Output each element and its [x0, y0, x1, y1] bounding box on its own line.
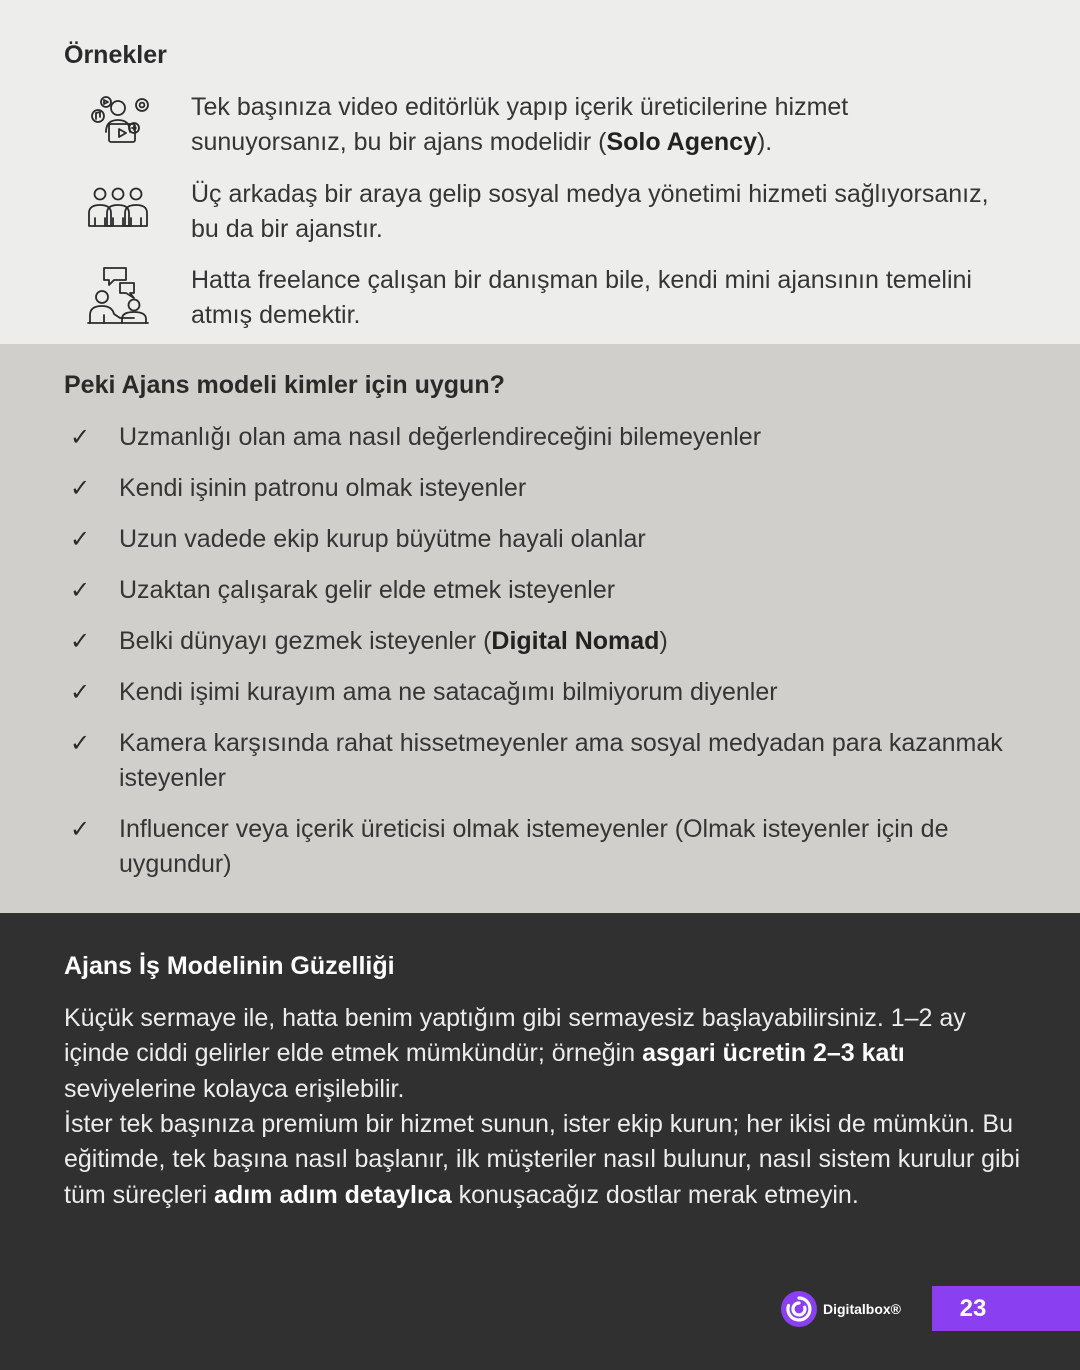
example-text: Üç arkadaş bir araya gelip sosyal medya yönetimi hizmeti sağlıyorsanız, bu da bir ajanstır. [191, 180, 989, 243]
suitability-heading: Peki Ajans modeli kimler için uygun? [64, 371, 505, 399]
video-creator-icon [84, 90, 152, 152]
body-paragraph: Küçük sermaye ile, hatta benim yaptığım gibi sermayesiz başlayabilirsiniz. 1–2 ay içinde ciddi gelirler elde etmek mümkündür; örneğin asgari ücretin 2–3 katı seviyelerine kolayca erişilebilir. [64, 1004, 966, 1103]
example-text: Tek başınıza video editörlük yapıp içerik üreticilerine hizmet sunuyorsanız, bu bir ajans modelidir (Solo Agency). [191, 93, 849, 156]
team-icon [84, 177, 152, 239]
digital-nomad-term: Digital Nomad [491, 627, 660, 655]
highlight-text: asgari ücretin 2–3 katı [642, 1039, 905, 1068]
list-item-text: Uzun vadede ekip kurup büyütme hayali olanlar [119, 525, 646, 553]
highlight-text: adım adım detaylıca [214, 1180, 452, 1209]
beauty-section [0, 913, 1080, 1370]
digitalbox-logo-icon [780, 1290, 818, 1328]
examples-section [0, 0, 1080, 344]
list-item-text: Influencer veya içerik üreticisi olmak istemeyenler (Olmak isteyenler için de uygundur) [119, 815, 949, 878]
check-icon: ✓ [70, 628, 91, 655]
check-icon: ✓ [70, 424, 91, 451]
example-text: Hatta freelance çalışan bir danışman bile, kendi mini ajansının temelini atmış demektir. [191, 266, 972, 329]
list-item-text: Kendi işinin patronu olmak isteyenler [119, 474, 527, 502]
list-item-text: Kamera karşısında rahat hissetmeyenler ama sosyal medyadan para kazanmak isteyenler [119, 729, 1003, 792]
solo-agency-term: Solo Agency [606, 128, 757, 156]
body-paragraph: İster tek başınıza premium bir hizmet sunun, ister ekip kurun; her ikisi de mümkün. Bu eğitimde, tek başına nasıl başlanır, ilk müşteriler nasıl bulunur, nasıl sistem kurulur gibi tüm süreçleri adım adım detaylıca konuşacağız dostlar merak etmeyin. [64, 1110, 1021, 1209]
check-icon: ✓ [70, 475, 91, 502]
list-item-text: Uzaktan çalışarak gelir elde etmek isteyenler [119, 576, 616, 604]
suitability-section [0, 344, 1080, 913]
page-number-badge [932, 1286, 1080, 1331]
list-item-text: Belki dünyayı gezmek isteyenler (Digital Nomad) [119, 627, 668, 655]
page-number: 23 [959, 1295, 987, 1322]
check-icon: ✓ [70, 730, 91, 757]
list-item-text: Kendi işimi kurayım ama ne satacağımı bilmiyorum diyenler [119, 678, 778, 706]
check-icon: ✓ [70, 679, 91, 706]
check-icon: ✓ [70, 526, 91, 553]
check-icon: ✓ [70, 577, 91, 604]
beauty-heading: Ajans İş Modelinin Güzelliği [64, 952, 395, 980]
consultant-icon [84, 263, 152, 325]
brand-name: Digitalbox® [823, 1301, 901, 1317]
list-item-text: Uzmanlığı olan ama nasıl değerlendireceğini bilemeyenler [119, 423, 762, 451]
examples-heading: Örnekler [64, 41, 167, 69]
brand [780, 1290, 901, 1328]
check-icon: ✓ [70, 816, 91, 843]
